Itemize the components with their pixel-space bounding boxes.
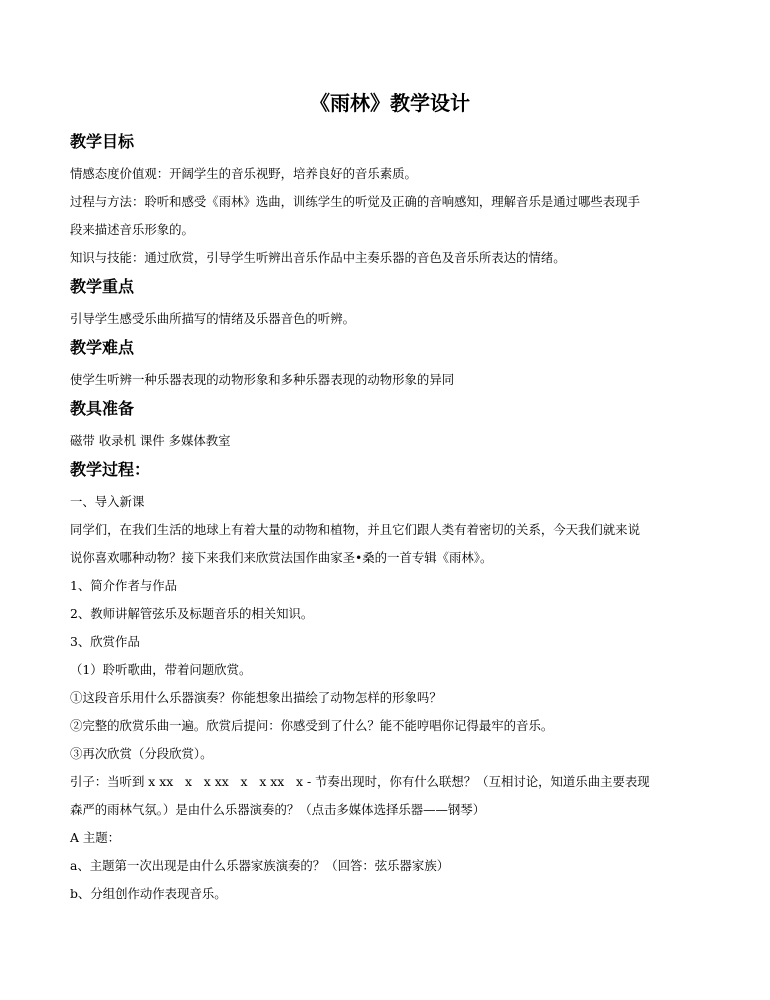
paragraph-line: 引导学生感受乐曲所描写的情绪及乐器音色的听辨。 [70,311,355,326]
paragraph-line: 说你喜欢哪种动物？接下来我们来欣赏法国作曲家圣•桑的一首专辑《雨林》。 [70,550,493,565]
section-heading: 教学难点 [70,338,135,357]
paragraph-line: 情感态度价值观：开阔学生的音乐视野，培养良好的音乐素质。 [70,166,417,181]
paragraph-line: 磁带 收录机 课件 多媒体教室 [70,433,231,448]
paragraph-line: A 主题： [70,830,121,845]
paragraph-line: ③再次欣赏（分段欣赏）。 [70,746,213,761]
section-heading: 教学重点 [70,277,135,296]
paragraph-line: 使学生听辨一种乐器表现的动物形象和多种乐器表现的动物形象的异同 [70,372,455,387]
section-heading: 教具准备 [70,399,135,418]
paragraph-line: 段来描述音乐形象的。 [70,222,194,237]
paragraph-line: 2、教师讲解管弦乐及标题音乐的相关知识。 [70,606,314,621]
section-teaching-process [70,458,710,908]
section-key-points [70,275,710,333]
section-materials [70,397,710,455]
paragraph-line: ②完整的欣赏乐曲一遍。欣赏后提问：你感受到了什么？能不能哼唱你记得最牢的音乐。 [70,718,554,733]
paragraph-line: 过程与方法：聆听和感受《雨林》选曲，训练学生的听觉及正确的音响感知，理解音乐是通过哪些表现手 [70,194,640,209]
section-teaching-goals [70,130,710,272]
section-heading: 教学目标 [70,132,135,151]
paragraph-line: 一、导入新课 [70,494,145,509]
paragraph-line: 知识与技能：通过欣赏，引导学生听辨出音乐作品中主奏乐器的音色及音乐所表达的情绪。 [70,250,566,265]
paragraph-line: 1、简介作者与作品 [70,578,178,593]
paragraph-line: （1）聆听歌曲，带着问题欣赏。 [70,662,252,677]
section-difficulties [70,336,710,394]
paragraph-line: b、分组创作动作表现音乐。 [70,886,227,901]
paragraph-line: a、主题第一次出现是由什么乐器家族演奏的？（回答：弦乐器家族） [70,858,450,873]
paragraph-line: ①这段音乐用什么乐器演奏？你能想象出描绘了动物怎样的形象吗？ [70,690,442,705]
section-heading: 教学过程： [70,460,151,479]
document-title: 《雨林》教学设计 [310,91,470,115]
document-page [70,88,710,911]
paragraph-line: 同学们，在我们生活的地球上有着大量的动物和植物，并且它们跟人类有着密切的关系，今天我们就来说 [70,522,640,537]
paragraph-line: 引子：当听到 x xx x x xx x x xx x - 节奏出现时，你有什么联想？（互相讨论，知道乐曲主要表现 [70,774,650,789]
paragraph-line: 3、欣赏作品 [70,634,140,649]
paragraph-line: 森严的雨林气氛。）是由什么乐器演奏的？（点击多媒体选择乐器——钢琴） [70,802,486,817]
